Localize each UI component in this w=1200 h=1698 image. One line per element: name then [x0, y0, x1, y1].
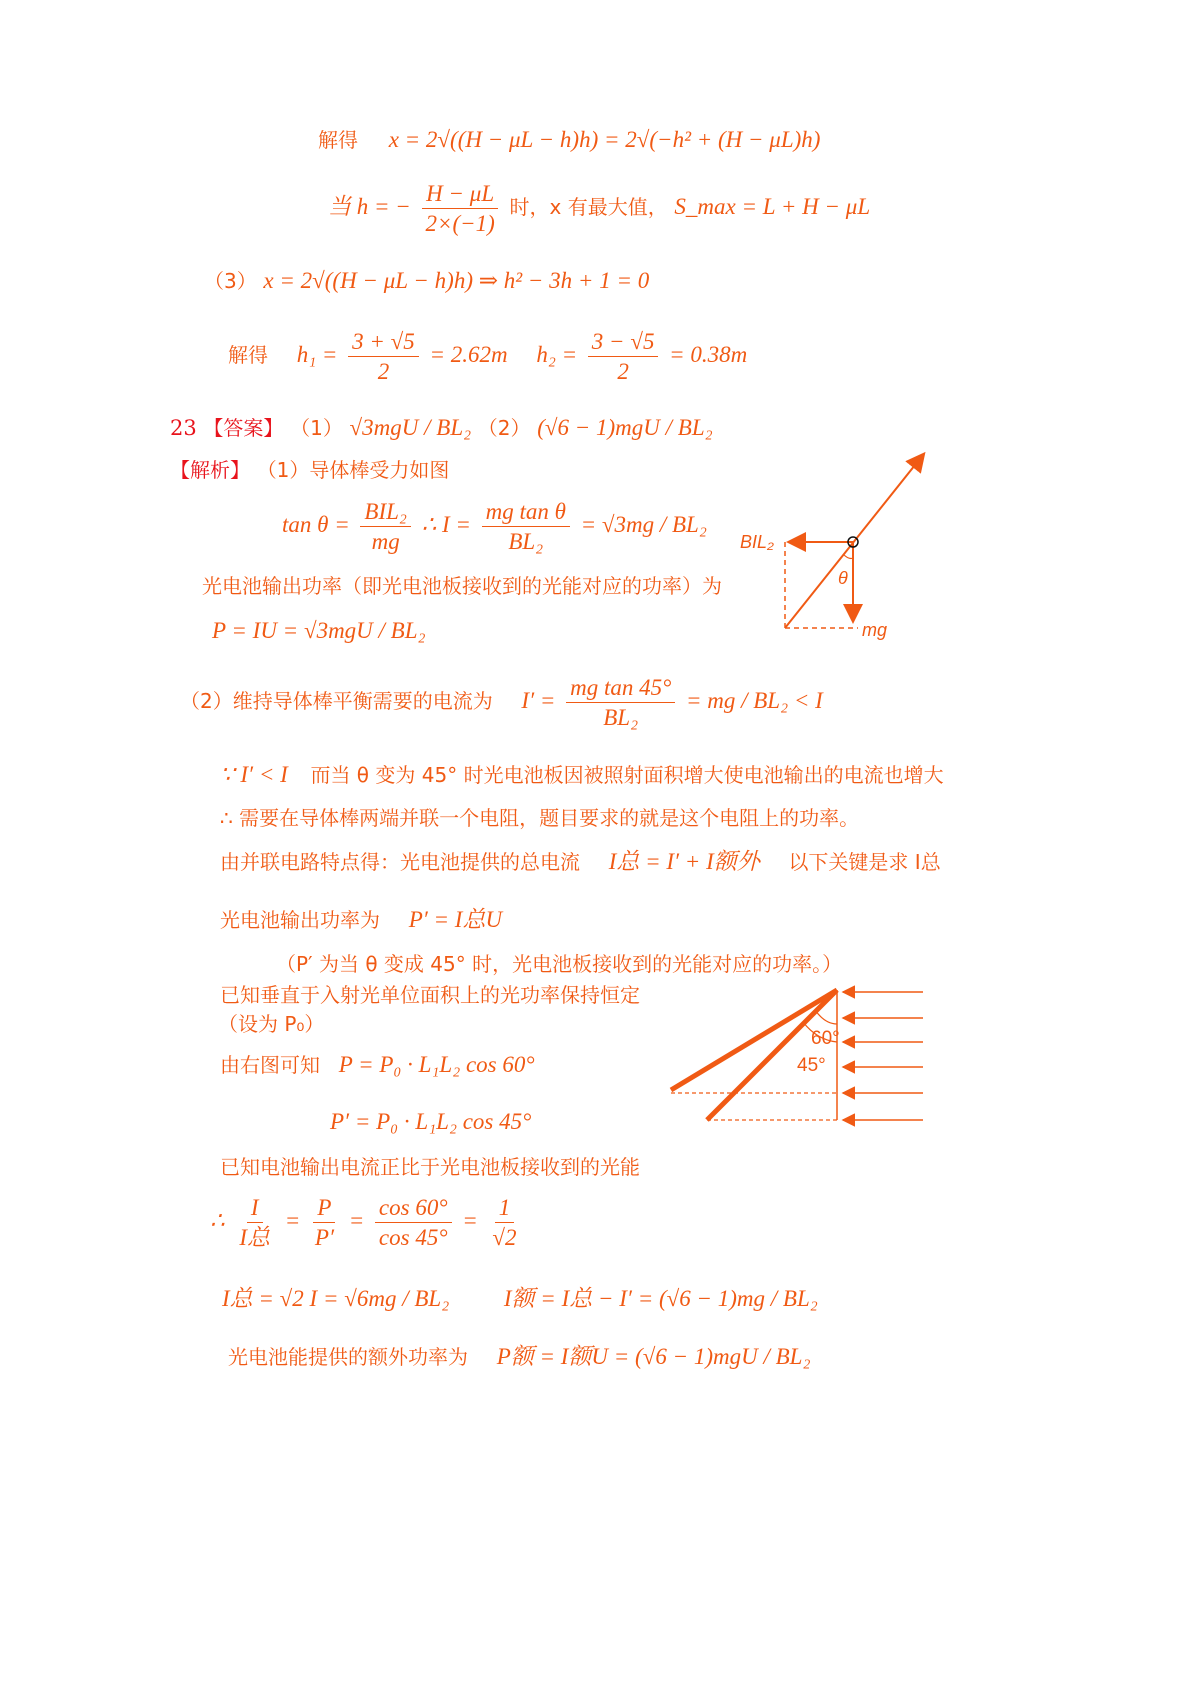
- label-jiede-2: 解得: [228, 343, 268, 367]
- bil-label: BIL₂: [740, 532, 774, 552]
- label-60: 60°: [811, 1028, 840, 1049]
- solution-line-3: [204, 269, 649, 292]
- part-3-label: （3）: [204, 269, 257, 293]
- tan-equation-line: tan θ = $\frac{\text{BIL₂}}{mg}$ ∴ I = $\frac{\text{mg tan θ}}{\text{BL₂}}$ = √3mg / BL₂: [282, 499, 707, 554]
- label-45: 45°: [797, 1055, 826, 1076]
- h1-value: = 2.62m: [429, 342, 508, 367]
- because-line: ∵ I′ < I 而当 θ 变为 45° 时光电池板因被照射面积增大使电池输出的电流也增大: [220, 762, 944, 787]
- smax-equation: S_max = L + H − μL: [674, 194, 871, 219]
- h1-label: h₁ =: [296, 342, 338, 367]
- output-line: 光电池输出功率为 P′ = I总U: [220, 907, 503, 932]
- incidence-diagram: [665, 980, 930, 1130]
- fraction-h2: $\frac{3 - √5}{2}$: [588, 330, 659, 383]
- question-number: 23: [170, 416, 197, 440]
- final-power: P额 = I额U = (√6 − 1)mgU / BL₂: [496, 1344, 811, 1369]
- solution-line-1: [318, 128, 820, 151]
- equation-x: x = 2√((H − μL − h)h) = 2√(−h² + (H − μL)h): [388, 127, 821, 152]
- power-text: 光电池输出功率（即光电池板接收到的光能对应的功率）为: [202, 574, 722, 598]
- mg-label: mg: [862, 620, 888, 640]
- solution-line-4: [228, 330, 747, 383]
- h2-value: = 0.38m: [669, 342, 748, 367]
- fraction-mgtan: $\frac{\text{mg tan θ}}{\text{BL₂}}$: [482, 500, 570, 553]
- extra-current: I额 = I总 − I′ = (√6 − 1)mg / BL₂: [503, 1286, 818, 1311]
- current-line: [222, 1287, 818, 1310]
- theta-label: θ: [838, 568, 848, 588]
- analysis-line: [170, 460, 449, 481]
- final-line: 光电池能提供的额外功率为 P额 = I额U = (√6 − 1)mgU / BL₂: [228, 1344, 811, 1369]
- part-2-text: （2）维持导体棒平衡需要的电流为: [180, 689, 493, 713]
- known-2: 已知电池输出电流正比于光电池板接收到的光能: [220, 1155, 640, 1179]
- known-1: 已知垂直于入射光单位面积上的光功率保持恒定: [220, 983, 640, 1007]
- quadratic-equation: x = 2√((H − μL − h)h) ⇒ h² − 3h + 1 = 0: [263, 268, 650, 293]
- max-text: 时，x 有最大值，: [509, 195, 668, 219]
- fraction-tan45: $\frac{\text{mg tan 45°}}{\text{BL₂}}$: [566, 676, 675, 729]
- known-1b: （设为 P₀）: [218, 1012, 325, 1036]
- analysis-tag: 【解析】: [170, 458, 250, 482]
- answer-1: √3mgU / BL₂: [349, 415, 472, 440]
- therefore-line: ∴ 需要在导体棒两端并联一个电阻，题目要求的就是这个电阻上的功率。: [220, 806, 860, 830]
- label-jiede: 解得: [318, 128, 358, 152]
- answer-2: (√6 − 1)mgU / BL₂: [537, 415, 713, 440]
- analysis-text: （1）导体棒受力如图: [256, 458, 450, 482]
- solution-line-2: [328, 182, 870, 235]
- fraction-h: $\frac{H - \mu L}{2\times(-1)}$: [421, 182, 498, 235]
- fraction-bil-mg: $\frac{\text{BIL₂}}{mg}$: [360, 500, 411, 553]
- parallel-line: 由并联电路特点得：光电池提供的总电流 I总 = I′ + I额外 以下关键是求 I总: [220, 849, 941, 874]
- power-equation: P = IU = √3mgU / BL₂: [212, 618, 426, 643]
- force-diagram: [730, 450, 960, 650]
- fig-line-1: 由右图可知 P = P₀ · L₁L₂ cos 60°: [220, 1052, 535, 1077]
- angle-arc: [843, 554, 853, 559]
- part-2-line: （2）维持导体棒平衡需要的电流为 I′ = $\frac{\text{mg tan 45°}}{\text{BL₂}}$ = mg / BL₂ < I: [180, 675, 823, 730]
- h2-label: h₂ =: [536, 342, 578, 367]
- total-current: I总 = √2 I = √6mg / BL₂: [222, 1286, 450, 1311]
- note-line: （P′ 为当 θ 变成 45° 时，光电池板接收到的光能对应的功率。）: [276, 952, 843, 976]
- fig-line-2: P′ = P₀ · L₁L₂ cos 45°: [330, 1109, 532, 1134]
- fraction-h1: $\frac{3 + √5}{2}$: [348, 330, 419, 383]
- ratio-line: ∴ $\frac{I}{\text{I总}}$ = $\frac{P}{P'}$ = $\frac{\cos 60^\circ}{\cos 45^\circ}$ = $\frac{1}{√2}$: [210, 1195, 517, 1250]
- answer-tag: 【答案】: [203, 416, 284, 440]
- answer-line: 23 【答案】 （1） √3mgU / BL₂ （2） (√6 − 1)mgU / BL₂: [170, 415, 713, 440]
- h-expression: 当 h = −: [328, 194, 411, 219]
